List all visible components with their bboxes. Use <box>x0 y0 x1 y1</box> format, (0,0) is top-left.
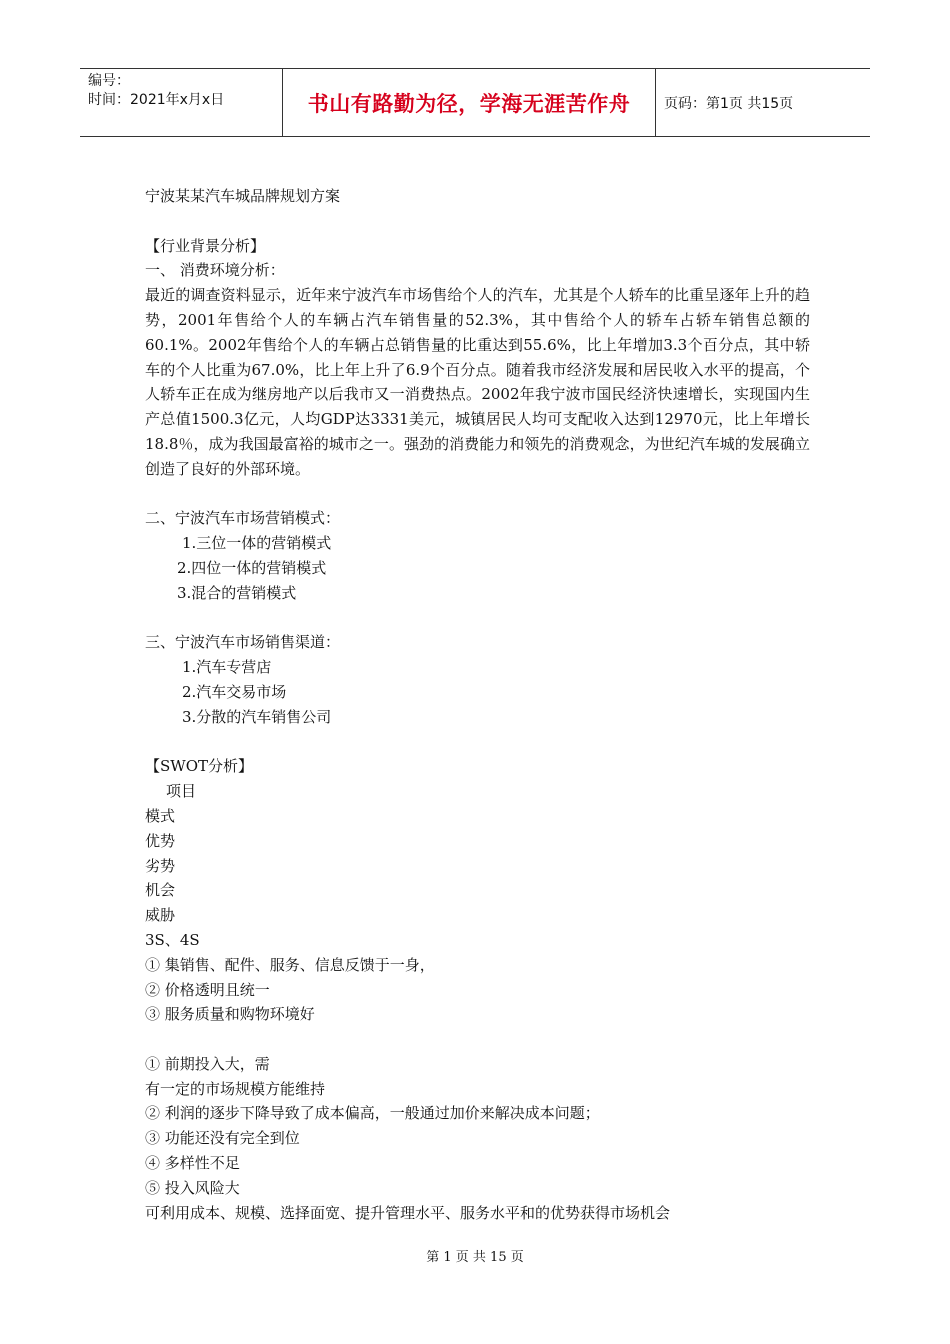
swot-row: 劣势 <box>145 856 176 875</box>
weakness-item: ③ 功能还没有完全到位 <box>145 1129 300 1148</box>
swot-row: 优势 <box>145 831 176 850</box>
weakness-item: ⑤ 投入风险大 <box>145 1178 240 1197</box>
list-item: 1.三位一体的营销模式 <box>182 534 332 553</box>
list-item: 3.分散的汽车销售公司 <box>182 707 332 726</box>
weakness-item: ④ 多样性不足 <box>145 1154 240 1173</box>
swot-row: 模式 <box>145 806 176 825</box>
swot-row: 机会 <box>145 881 176 900</box>
list-item: 2.汽车交易市场 <box>182 682 287 701</box>
weakness-item: 有一定的市场规模方能维持 <box>145 1079 326 1098</box>
subheading-consumption: 一、 消费环境分析： <box>145 261 285 280</box>
paragraph-consumption: 最近的调查资料显示，近年来宁波汽车市场售给个人的汽车，尤其是个人轿车的比重呈逐年上升的趋势，2001年售给个人的车辆占汽车销售量的52.3%，其中售给个人的轿车占轿车销售总额的60.1%。2002年售给个人的车辆占总销售量的比重达到55.6%，比上年增加3.3个百分点，其中轿车的个人比重为67.0%，比上年上升了6.9个百分点。随着我市经济发展和居民收入水平的提高，个人轿车正在成为继房地产以后我市又一消费热点。2002年我宁波市国民经济快速增长，实现国内生产总值1500.3亿元，人均GDP达3331美元，城镇居民人均可支配收入达到12970元，比上年增长18.8％，成为我国最富裕的城市之一。强劲的消费能力和领先的消费观念，为世纪汽车城的发展确立创造了良好的外部环境。 <box>145 286 810 478</box>
list-item: 3.混合的营销模式 <box>177 583 297 602</box>
weakness-item: ① 前期投入大，需 <box>145 1054 270 1073</box>
subheading-sales-channel: 三、宁波汽车市场销售渠道： <box>145 633 341 652</box>
strength-item: ② 价格透明且统一 <box>145 980 270 999</box>
opportunity-text: 可利用成本、规模、选择面宽、提升管理水平、服务水平和的优势获得市场机会 <box>145 1203 671 1222</box>
swot-row: 威胁 <box>145 906 176 925</box>
header-motto: 书山有路勤为径，学海无涯苦作舟 <box>282 69 656 136</box>
strength-item: ① 集销售、配件、服务、信息反馈于一身， <box>145 955 435 974</box>
swot-row: 3S、4S <box>145 930 200 949</box>
list-item: 1.汽车专营店 <box>182 658 272 677</box>
header-meta <box>80 69 282 136</box>
weakness-item: ② 利润的逐步下降导致了成本偏高，一般通过加价来解决成本问题； <box>145 1104 600 1123</box>
subheading-marketing-mode: 二、宁波汽车市场营销模式： <box>145 509 341 528</box>
page-footer: 第 1 页 共 15 页 <box>426 1250 524 1265</box>
document-body <box>145 184 810 1225</box>
section-heading-swot: 【SWOT分析】 <box>145 757 253 776</box>
page-header <box>80 68 870 137</box>
document-number-label: 编号： <box>88 73 130 89</box>
strength-item: ③ 服务质量和购物环境好 <box>145 1005 315 1024</box>
list-item: 2.四位一体的营销模式 <box>177 558 327 577</box>
section-heading-industry: 【行业背景分析】 <box>145 236 266 255</box>
swot-header: 项目 <box>166 782 197 801</box>
header-page-info: 页码：第1页 共15页 <box>664 95 794 112</box>
document-time-label: 时间：2021年x月x日 <box>88 92 225 108</box>
document-title: 宁波某某汽车城品牌规划方案 <box>145 187 341 205</box>
